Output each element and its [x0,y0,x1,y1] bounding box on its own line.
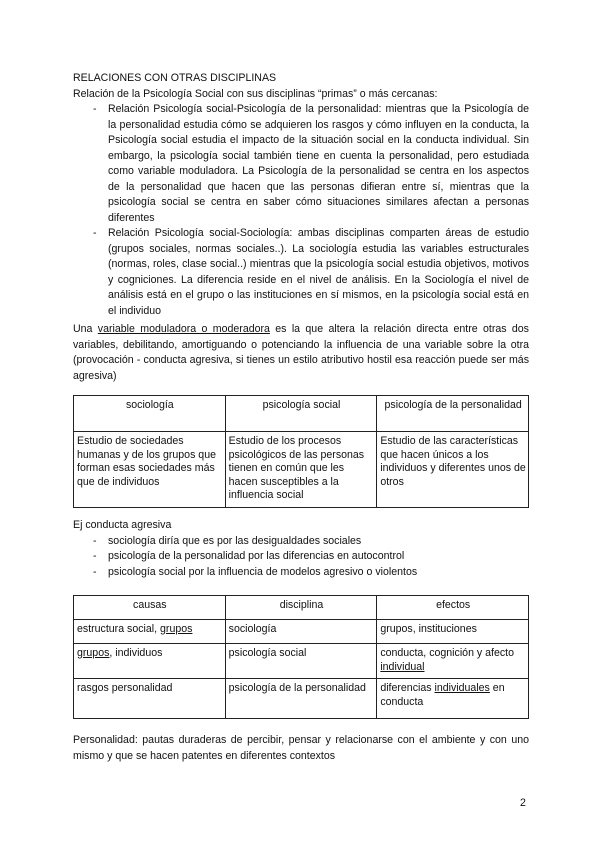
underlined-text: individual [380,660,425,673]
list-item: - psicología de la personalidad por las diferencias en autocontrol [73,549,529,565]
underlined-text: individuales [434,682,490,694]
table-cell [377,679,529,719]
table-row [74,679,529,719]
table-cell: Estudio de las características que hacen únicos a los individuos y diferentes unos de otros [377,432,529,508]
table-cell [74,620,226,644]
text: diferencias [380,682,435,694]
example-title: Ej conducta agresiva [73,519,172,531]
list-item: - Relación Psicología social-Psicología de la personalidad: mientras que la Psicología de la personalidad estudia cómo se adquieren los rasgos y cómo influyen en la conducta, la Psicología social estudia el impacto de la situación social en la conducta individual. Sin embargo, la psicología social también tiene en cuenta la personalidad, pero estudiada como variable moduladora. La Psicología de la personalidad se centra en los aspectos de la personalidad que hacen que las personas difieran entre sí, mientras que la psicología social se centra en saber cómo situaciones similares afectan a personas diferentes [73,102,529,226]
table-row [74,620,529,644]
intro-text: Relación de la Psicología Social con sus disciplinas “primas” o más cercanas: [73,87,438,100]
page-number: 2 [520,797,526,809]
table-cell: psicología de la personalidad [225,679,377,719]
list-item: - psicología social por la influencia de modelos agresivo o violentos [73,565,529,581]
text: es la que altera la relación directa entre otras dos variables, debilitando, amortiguando o potenciando la influencia de una variable sobre la otra (provocación - conducta agresiva, si tienes un estilo atributivo hostil esa reacción puede ser más agresiva) [73,323,529,382]
moderator-term: variable moduladora o moderadora [97,323,270,335]
table-cell: sociología [225,620,377,644]
personality-definition: Personalidad: pautas duraderas de percibir, pensar y relacionarse con el ambiente y con uno mismo y que se hacen patentes en diferentes contextos [73,734,529,762]
underlined-text: grupos [160,623,193,635]
causes-table [73,595,529,719]
table-cell [74,644,226,679]
moderator-paragraph [73,322,529,384]
table-row [74,644,529,679]
example-list [73,534,529,581]
table-cell: psicología social [225,644,377,679]
text: en conducta [380,682,505,708]
text: estructura social, [77,623,161,635]
table-header: psicología de la personalidad [377,396,529,432]
table-header: psicología social [225,396,377,432]
section-title: RELACIONES CON OTRAS DISCIPLINAS [73,72,277,84]
relations-list [73,102,529,319]
table-header: causas [74,596,226,620]
list-item: - sociología diría que es por las desigualdades sociales [73,534,529,550]
table-header: disciplina [225,596,377,620]
table-header: efectos [377,596,529,620]
table-cell: Estudio de sociedades humanas y de los grupos que forman esas sociedades más que de individuos [74,432,226,508]
table-cell: rasgos personalidad [74,679,226,719]
text: , individuos [109,647,163,659]
list-item: - Relación Psicología social-Sociología: ambas disciplinas comparten áreas de estudio (grupos sociales, normas sociales..). La sociología estudia las variables estructurales (normas, roles, clase social..) mientras que la psicología social estudia objetivos, motivos y cogniciones. La diferencia reside en el nivel de análisis. En la Sociología el nivel de análisis está en el grupo o las instituciones en sí mismos, en la psicología social está en el individuo [73,226,529,319]
table-cell [377,644,529,679]
disciplines-table [73,395,529,508]
text: conducta, cognición y afecto [380,647,514,659]
underlined-text: grupos [77,647,110,659]
table-header: sociología [74,396,226,432]
text: Una [73,323,98,335]
table-cell: Estudio de los procesos psicológicos de las personas tienen en común que les hacen susceptibles a la influencia social [225,432,377,508]
table-cell: grupos, instituciones [377,620,529,644]
